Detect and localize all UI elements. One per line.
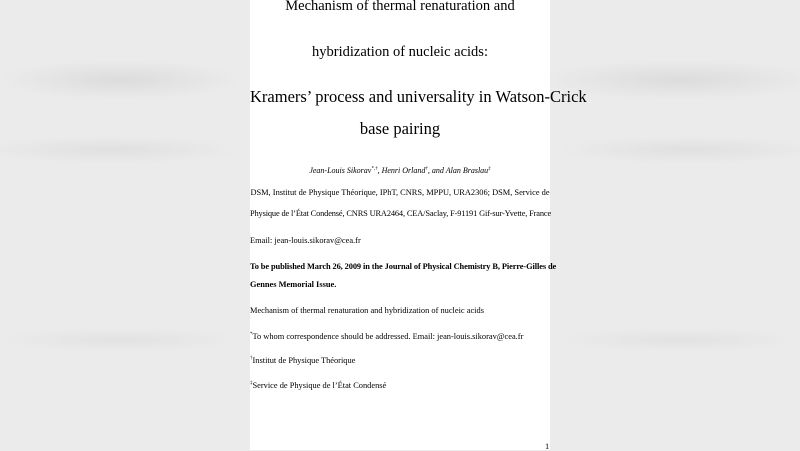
footnote-ipht [250, 356, 355, 365]
footnote-correspondence [250, 332, 523, 341]
running-title: Mechanism of thermal renaturation and hybridization of nucleic acids [250, 306, 484, 315]
author-2-mark: † [425, 166, 428, 172]
title-line-1: Mechanism of thermal renaturation and [285, 0, 515, 14]
subtitle-line-2: base pairing [359, 119, 441, 138]
paper-page [250, 0, 587, 451]
footnote-mark: ‡ [250, 381, 253, 387]
author-1: Jean-Louis Sikorav [309, 166, 372, 175]
footnote-mark: * [250, 332, 253, 338]
author-3: and Alan Braslau [431, 166, 489, 175]
footnote-text: To whom correspondence should be addressed. Email: jean-louis.sikorav@cea.fr [252, 332, 524, 341]
author-line: Jean-Louis Sikorav*,†, Henri Orland†, and Alan Braslau‡ [309, 166, 491, 175]
affiliation-line-1: DSM, Institut de Physique Théorique, IPhT, CNRS, MPPU, URA2306; DSM, Service de [250, 188, 550, 197]
author-2: Henri Orland [381, 166, 426, 175]
footnote-mark: † [250, 356, 253, 362]
publication-line-2: Gennes Memorial Issue. [250, 280, 337, 289]
footnote-text: Service de Physique de l’État Condensé [252, 381, 387, 390]
footnote-text: Institut de Physique Théorique [252, 356, 356, 365]
affiliation-line-2: Physique de l’État Condensé, CNRS URA2464, CEA/Saclay, F-91191 Gif-sur-Yvette, France [250, 209, 552, 218]
email-line: Email: jean-louis.sikorav@cea.fr [250, 236, 361, 245]
page-number: 1 [545, 442, 550, 451]
author-3-mark: ‡ [488, 166, 491, 172]
publication-line-1: To be published March 26, 2009 in the Journal of Physical Chemistry B, Pierre-Gilles de [250, 262, 557, 271]
author-1-mark: *,† [371, 166, 378, 172]
title-line-2: hybridization of nucleic acids: [312, 44, 488, 60]
footnote-spec [250, 381, 386, 390]
subtitle-line-1: Kramers’ process and universality in Watson-Crick [250, 87, 587, 106]
